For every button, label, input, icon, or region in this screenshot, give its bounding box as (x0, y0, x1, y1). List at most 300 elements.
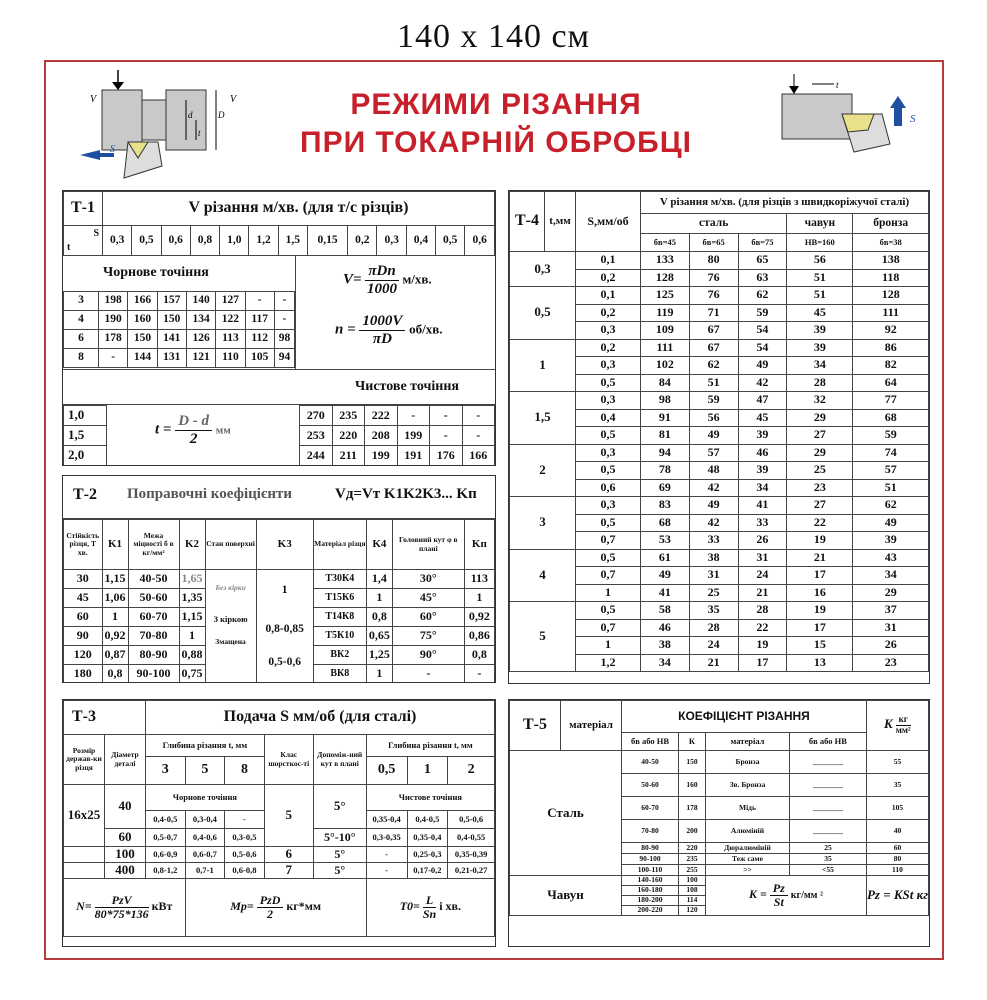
t2-cell: 60° (392, 608, 464, 627)
t4-cell: 1 (576, 584, 641, 602)
t1-finish-cell: 191 (397, 446, 430, 466)
t4-cell: 39 (787, 339, 853, 357)
t4-cell: 29 (787, 409, 853, 427)
t4-cell: 21 (689, 654, 738, 672)
t3-holder-blank (64, 863, 105, 879)
t3-depth-val: 1 (407, 757, 448, 785)
t2-tag: Т-2 (73, 486, 97, 503)
t1-rough-cell: 150 (157, 311, 186, 330)
t1-rough-row (64, 311, 295, 330)
formula-den: St (773, 895, 784, 909)
t2-cell: 80-90 (128, 646, 179, 665)
t4-cell: 17 (787, 567, 853, 585)
t5-cell: Теж саме (706, 854, 790, 865)
t5-formula-p (866, 876, 928, 916)
t5-cell: 180-200 (622, 896, 679, 906)
t4-header-row (510, 192, 929, 214)
t2-surface-item: Змащена (215, 637, 246, 647)
t4-cell: 28 (787, 374, 853, 392)
t4-table (509, 191, 929, 672)
t4-cell: 0,1 (576, 287, 641, 305)
t1-finish-depth: 1,5 (64, 426, 107, 446)
t5-cell: 40-50 (622, 751, 679, 774)
t4-cell: 74 (853, 444, 929, 462)
t3-row (64, 847, 495, 863)
t4-cell: 94 (641, 444, 690, 462)
t1-finish-cell: 220 (332, 426, 365, 446)
t4-cell: 82 (853, 357, 929, 375)
t4-cell: 56 (787, 252, 853, 270)
t1-rough-area (63, 255, 296, 370)
t4-cell: 15 (787, 637, 853, 655)
formula-lhs: T0= (399, 899, 420, 914)
t2-cell: ВК2 (313, 646, 366, 665)
t2-cell: 60 (64, 608, 103, 627)
t4-cell: 0,6 (576, 479, 641, 497)
t4-cell: 39 (853, 532, 929, 550)
t4-cell: 16 (787, 584, 853, 602)
t4-cell: 33 (738, 514, 787, 532)
t4-depth: 1,5 (510, 392, 576, 445)
t4-cell: 32 (787, 392, 853, 410)
t2-cell: 75° (392, 627, 464, 646)
t4-sub: бв=65 (689, 234, 738, 252)
t4-tag: Т-4 (510, 192, 545, 252)
t5-steel-label: Сталь (510, 751, 622, 876)
t3-row (64, 785, 495, 811)
t3-cell: 0,6-0,9 (146, 847, 186, 863)
t2-cell: 30 (64, 570, 103, 589)
table-t5 (508, 699, 930, 947)
t2-k3-item: 1 (281, 584, 288, 596)
t4-cell: 86 (853, 339, 929, 357)
t4-cell: 29 (787, 444, 853, 462)
t3-diam: 40 (105, 785, 146, 829)
t5-k-unit-den: мм² (895, 725, 911, 735)
t4-cell: 77 (853, 392, 929, 410)
t4-cell: 26 (738, 532, 787, 550)
t2-cell: 0,92 (102, 627, 128, 646)
t1-rough-cell: - (274, 311, 294, 330)
t1-s-val: 0,2 (348, 226, 377, 256)
formula-unit: мм (215, 424, 231, 437)
t1-s-val: 0,8 (190, 226, 219, 256)
t1-s-val: 1,5 (278, 226, 307, 256)
t1-rough-cell: 112 (245, 330, 274, 349)
t4-header: V різання м/хв. (для різців з швидкоріжучої сталі) (641, 192, 929, 214)
t2-cell: 45 (64, 589, 103, 608)
t2-col-header: Головний кут φ в плані (392, 520, 464, 570)
t3-cell: 0,4-0,55 (448, 829, 495, 847)
t1-rough-cell: 117 (245, 311, 274, 330)
sketch-v-left: V (90, 94, 97, 105)
t2-row (64, 570, 495, 589)
t4-cell: 33 (689, 532, 738, 550)
t2-cell: 0,86 (464, 627, 494, 646)
t5-col-mat: матеріал (561, 701, 622, 751)
t3-formula-cell (185, 879, 366, 937)
t1-rough-table (63, 291, 295, 368)
t3-holder-blank (64, 847, 105, 863)
t1-rough-cell: 144 (128, 349, 157, 368)
t4-cell: 0,2 (576, 304, 641, 322)
t1-rough-depth: 4 (64, 311, 99, 330)
t4-cell: 62 (853, 497, 929, 515)
t2-cell: 40-50 (128, 570, 179, 589)
t2-cell: 1 (102, 608, 128, 627)
t4-cell: 31 (738, 549, 787, 567)
t2-cell: 1,25 (366, 646, 392, 665)
t1-header: V різання м/хв. (для т/с різців) (103, 192, 495, 226)
t4-cell: 118 (853, 269, 929, 287)
t2-col-header: Межа міцності б в кг/мм² (128, 520, 179, 570)
t4-cell: 51 (853, 479, 929, 497)
t5-table (509, 700, 929, 916)
t4-cell: 46 (738, 444, 787, 462)
t1-rough-cell: - (99, 349, 128, 368)
t4-cell: 0,3 (576, 357, 641, 375)
t4-mat-bronze: бронза (853, 214, 929, 234)
t1-finish-cell: - (430, 426, 463, 446)
t2-cell: 1 (366, 589, 392, 608)
t5-cell: 90-100 (622, 854, 679, 865)
t4-depth: 3 (510, 497, 576, 550)
formula-num: 1000V (359, 313, 405, 331)
t5-cell: 55 (866, 751, 928, 774)
t4-cell: 49 (641, 567, 690, 585)
t4-cell: 56 (689, 409, 738, 427)
t4-row (510, 549, 929, 567)
t4-cell: 111 (641, 339, 690, 357)
t4-cell: 0,5 (576, 462, 641, 480)
t1-rough-cell: - (274, 292, 294, 311)
t4-depth: 1 (510, 339, 576, 392)
t4-cell: 128 (853, 287, 929, 305)
t1-finish-cell: - (462, 426, 495, 446)
t3-formula-row (64, 879, 495, 937)
t3-diam: 60 (105, 829, 146, 847)
t2-cell: 1,65 (179, 570, 205, 589)
t4-cell: 21 (787, 549, 853, 567)
t2-col-header: Стан поверхні (205, 520, 256, 570)
t1-finish-cell: - (430, 406, 463, 426)
t3-cell: - (366, 863, 407, 879)
t4-cell: 0,4 (576, 409, 641, 427)
t4-cell: 0,5 (576, 549, 641, 567)
t2-cell: 180 (64, 665, 103, 684)
t2-cell: 113 (464, 570, 494, 589)
t5-cell: 80-90 (622, 843, 679, 854)
t4-cell: 0,5 (576, 427, 641, 445)
t4-cell: 29 (853, 584, 929, 602)
t5-cell: 100 (679, 876, 706, 886)
table-t3 (62, 699, 496, 947)
t4-cell: 0,7 (576, 567, 641, 585)
t1-finish-row (64, 446, 495, 466)
t2-cell: 30° (392, 570, 464, 589)
t2-col-header: Kп (464, 520, 494, 570)
t1-s-val: 0,6 (161, 226, 190, 256)
t4-cell: 38 (641, 637, 690, 655)
t3-col-class: Клас шорсткос-ті (264, 735, 313, 785)
t3-class: 6 (264, 847, 313, 863)
t1-rough-cell: 121 (186, 349, 215, 368)
t4-cell: 13 (787, 654, 853, 672)
t1-rough-cell: 140 (186, 292, 215, 311)
t4-cell: 78 (641, 462, 690, 480)
t4-cell: 27 (787, 497, 853, 515)
t3-class: 7 (264, 863, 313, 879)
t5-k-header (866, 701, 928, 751)
t4-cell: 51 (689, 374, 738, 392)
t4-depth: 2 (510, 444, 576, 497)
t3-depth-val: 2 (448, 757, 495, 785)
t5-steel-row (510, 751, 929, 774)
t5-cell: 200-220 (622, 906, 679, 916)
formula-den: 2 (189, 430, 198, 447)
t4-depth: 0,5 (510, 287, 576, 340)
t2-k3-item: 0,8-0,85 (265, 623, 304, 636)
formula-lhs: N= (76, 899, 92, 914)
t4-row (510, 287, 929, 305)
t2-cell: 1 (179, 627, 205, 646)
t4-cell: 0,5 (576, 514, 641, 532)
t4-cell: 39 (738, 427, 787, 445)
t1-s-val: 0,15 (307, 226, 347, 256)
t5-cell: 80 (866, 854, 928, 865)
formula-num: D - d (175, 413, 212, 431)
t5-cell: 25 (789, 843, 866, 854)
t4-cell: 71 (689, 304, 738, 322)
formula-unit: кг/мм ² (790, 890, 823, 902)
formula-unit: м/хв. (402, 271, 432, 287)
t4-cell: 68 (641, 514, 690, 532)
t2-cell: 0,8 (102, 665, 128, 684)
t2-cell: 60-70 (128, 608, 179, 627)
t3-depth-val: 8 (225, 757, 265, 785)
t4-cell: 0,3 (576, 497, 641, 515)
t3-angle: 5° (313, 863, 366, 879)
table-t4 (508, 190, 930, 684)
t5-cell: 120 (679, 906, 706, 916)
t4-cell: 37 (853, 602, 929, 620)
t4-cell: 48 (689, 462, 738, 480)
formula-num: PzV (95, 894, 149, 908)
t3-cell: 0,6-0,8 (225, 863, 265, 879)
title-line2: ПРИ ТОКАРНІЙ ОБРОБЦІ (300, 126, 692, 159)
t2-cell: Т30К4 (313, 570, 366, 589)
t1-finish-cell: 253 (300, 426, 333, 446)
t1-t-label: t (67, 241, 71, 253)
t1-finish-blank (107, 446, 300, 466)
t4-cell: 42 (738, 374, 787, 392)
t5-cell: 110 (866, 865, 928, 876)
t3-depth-val: 0,5 (366, 757, 407, 785)
t3-formula-cell (366, 879, 494, 937)
t4-cell: 19 (787, 602, 853, 620)
t4-cell: 68 (853, 409, 929, 427)
t4-cell: 63 (738, 269, 787, 287)
t3-cell: - (225, 811, 265, 829)
t2-col-header: K2 (179, 520, 205, 570)
t1-s-val: 0,3 (103, 226, 132, 256)
t4-cell: 0,5 (576, 374, 641, 392)
t3-formula-torque (230, 892, 322, 921)
t3-cell: 0,25-0,3 (407, 847, 448, 863)
t3-col-holder: Розмір держав-ки різця (64, 735, 105, 785)
t4-cell: 22 (738, 619, 787, 637)
t4-cell: 0,3 (576, 322, 641, 340)
t5-k-label: K (884, 716, 893, 732)
t3-row (64, 863, 495, 879)
t3-class: 5 (264, 785, 313, 847)
t4-cell: 22 (787, 514, 853, 532)
t1-rough-cell: 94 (274, 349, 294, 368)
t3-formula-time (399, 892, 462, 921)
t1-formula-t (155, 413, 231, 447)
t1-rough-cell: 127 (216, 292, 245, 311)
t2-col-header: K3 (256, 520, 313, 570)
t5-header-row (510, 701, 929, 733)
t4-cell: 67 (689, 322, 738, 340)
t4-cell: 34 (738, 479, 787, 497)
t1-formula-v (343, 263, 432, 297)
t1-rough-depth: 3 (64, 292, 99, 311)
t1-formula-n (335, 313, 443, 347)
t1-finish-label: Чистове точіння (63, 369, 495, 405)
formula-num: L (423, 894, 436, 908)
t2-surface-item: З кіркою (213, 613, 248, 624)
t2-cell: - (464, 665, 494, 684)
svg-text:t: t (198, 128, 201, 138)
table-t2 (62, 475, 496, 683)
t4-cell: 0,7 (576, 619, 641, 637)
t5-cell: Бронза (706, 751, 790, 774)
t1-finish-cell: 211 (332, 446, 365, 466)
t3-finish-label: Чистове точіння (366, 785, 494, 811)
poster (44, 60, 944, 960)
t5-sub: К (679, 733, 706, 751)
t2-cell: 0,65 (366, 627, 392, 646)
t3-cell: 0,35-0,39 (448, 847, 495, 863)
svg-text:t: t (836, 80, 839, 90)
t3-formula-power (76, 892, 173, 921)
t4-row (510, 444, 929, 462)
t4-cell: 59 (738, 304, 787, 322)
t2-col-header: K1 (102, 520, 128, 570)
t1-finish-cell: 235 (332, 406, 365, 426)
t1-s-val: 0,3 (377, 226, 406, 256)
t5-cell: ________ (789, 797, 866, 820)
t5-formula-k (706, 876, 867, 916)
t4-cell: 28 (689, 619, 738, 637)
t4-cell: 49 (738, 357, 787, 375)
t1-rough-cell: 150 (128, 330, 157, 349)
t4-cell: 111 (853, 304, 929, 322)
t3-cell: 0,8-1,2 (146, 863, 186, 879)
t4-sub: бв=75 (738, 234, 787, 252)
t4-cell: 83 (641, 497, 690, 515)
t5-tag: Т-5 (510, 701, 561, 751)
t5-header: КОЕФІЦІЄНТ РІЗАННЯ (622, 701, 867, 733)
t4-cell: 102 (641, 357, 690, 375)
t4-row (510, 497, 929, 515)
formula-lhs: t = (155, 421, 172, 438)
t4-cell: 62 (689, 357, 738, 375)
t2-cell: 50-60 (128, 589, 179, 608)
t4-cell: 49 (689, 427, 738, 445)
t4-depth: 4 (510, 549, 576, 602)
t2-cell: 0,8 (366, 608, 392, 627)
t2-cell: 1,4 (366, 570, 392, 589)
t5-cell: >> (706, 865, 790, 876)
t4-cell: 28 (738, 602, 787, 620)
t4-cell: 46 (641, 619, 690, 637)
t1-finish-cell: 222 (365, 406, 398, 426)
t4-cell: 26 (853, 637, 929, 655)
t2-col-header: Матеріал різця (313, 520, 366, 570)
size-caption: 140 х 140 см (396, 18, 591, 55)
t4-cell: 59 (853, 427, 929, 445)
formula-lhs: Mp= (230, 899, 254, 914)
t1-rough-cell: 113 (216, 330, 245, 349)
t1-rough-cell: 160 (128, 311, 157, 330)
svg-text:S: S (910, 113, 916, 125)
formula-den: 2 (267, 907, 274, 921)
t3-cell: 0,17-0,2 (407, 863, 448, 879)
t4-cell: 0,5 (576, 602, 641, 620)
t2-col-header-row (64, 520, 495, 570)
t4-cell: 133 (641, 252, 690, 270)
svg-text:D: D (218, 110, 225, 120)
t1-s-val: 0,4 (406, 226, 435, 256)
t4-cell: 51 (787, 287, 853, 305)
t3-cell: 0,35-0,4 (366, 811, 407, 829)
t3-tag: Т-3 (64, 701, 146, 735)
t5-cell: 35 (789, 854, 866, 865)
t1-rough-depth: 6 (64, 330, 99, 349)
t3-cell: 0,5-0,7 (146, 829, 186, 847)
t4-cell: 21 (738, 584, 787, 602)
t2-cell: 0,75 (179, 665, 205, 684)
t3-cell: 0,35-0,4 (407, 829, 448, 847)
t5-cell: ________ (789, 774, 866, 797)
t3-angle: 5° (313, 847, 366, 863)
formula-lhs: V= (343, 271, 362, 288)
t2-cell: 1,15 (179, 608, 205, 627)
t4-cell: 25 (689, 584, 738, 602)
formula-unit: i хв. (439, 899, 462, 914)
t5-cell: ________ (789, 820, 866, 843)
t4-cell: 58 (641, 602, 690, 620)
t1-finish-cell: 176 (430, 446, 463, 466)
t2-cell: 120 (64, 646, 103, 665)
t5-cell: 50-60 (622, 774, 679, 797)
t2-cell: 0,88 (179, 646, 205, 665)
t3-col-angle: Допоміж-ний кут в плані (313, 735, 366, 785)
t1-rough-cell: 134 (186, 311, 215, 330)
t3-holder: 16x25 (64, 785, 105, 847)
t2-k3-item: 0,5-0,6 (268, 656, 301, 669)
t4-cell: 76 (689, 287, 738, 305)
formula-unit: кВт (151, 899, 173, 914)
formula-num: PzD (257, 894, 284, 908)
formula-p: Pz = KSt кг (866, 886, 928, 902)
t5-cell: 60 (866, 843, 928, 854)
t2-cell: 1,06 (102, 589, 128, 608)
t4-cell: 67 (689, 339, 738, 357)
t4-col-t: t,мм (545, 192, 576, 252)
